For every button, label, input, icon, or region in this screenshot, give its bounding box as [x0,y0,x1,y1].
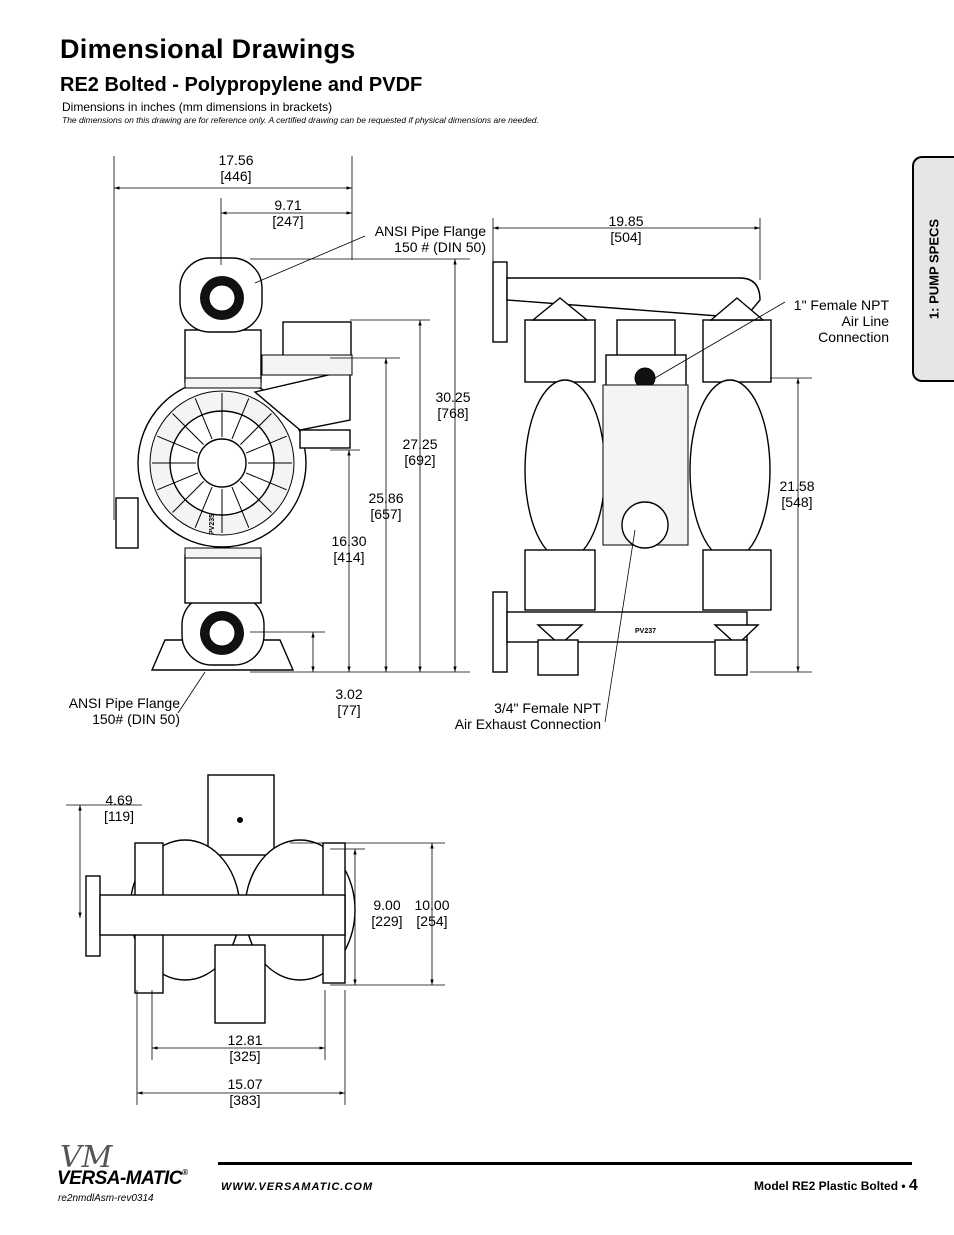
callout-air-line: 1" Female NPT Air Line Connection [793,297,889,345]
page-subtitle: RE2 Bolted - Polypropylene and PVDF [60,74,423,96]
callout-flange-top: ANSI Pipe Flange 150 # (DIN 50) [374,223,486,255]
dim-19-85: 19.85 [504] [608,213,644,245]
units-note: Dimensions in inches (mm dimensions in brackets) [62,100,333,114]
dim-21-58: 21.58 [548] [779,478,815,510]
part-mark-left: PV235 [209,513,216,535]
dim-17-56: 17.56 [446] [218,152,254,184]
page-title: Dimensional Drawings [60,34,356,64]
dim-10-00: 10.00 [254] [414,897,450,929]
dim-9-00: 9.00 [229] [371,897,403,929]
front-view-drawing [493,262,771,675]
section-tab-label: 1: PUMP SPECS [926,218,942,320]
page-number: 4 [908,1177,918,1194]
footer-model: Model RE2 Plastic Bolted • 4 [754,1177,918,1194]
brand-logo: VERSA-MATIC® [57,1168,188,1189]
footer-website-link[interactable]: WWW.VERSAMATIC.COM [221,1181,374,1193]
brand-logo-mark: VM [60,1140,113,1175]
part-mark-front: PV237 [635,628,657,635]
dim-4-69: 4.69 [119] [103,792,135,824]
dim-16-30: 16.30 [414] [331,533,367,565]
dim-25-86: 25.86 [657] [368,490,404,522]
dim-12-81: 12.81 [325] [227,1032,263,1064]
dim-30-25: 30.25 [768] [435,389,471,421]
callout-air-exhaust: 3/4" Female NPT Air Exhaust Connection [454,700,601,732]
footer-divider [218,1162,912,1165]
dim-9-71: 9.71 [247] [272,197,304,229]
document-code: re2nmdlAsm-rev0314 [58,1193,154,1204]
dim-3-02: 3.02 [77] [335,686,363,718]
dim-27-25: 27.25 [692] [402,436,438,468]
side-view-drawing [116,258,352,670]
disclaimer-note: The dimensions on this drawing are for reference only. A certified drawing can be requested if physical dimensions are needed. [62,115,539,125]
dim-15-07: 15.07 [383] [227,1076,263,1108]
callout-flange-bottom: ANSI Pipe Flange 150# (DIN 50) [68,695,180,727]
